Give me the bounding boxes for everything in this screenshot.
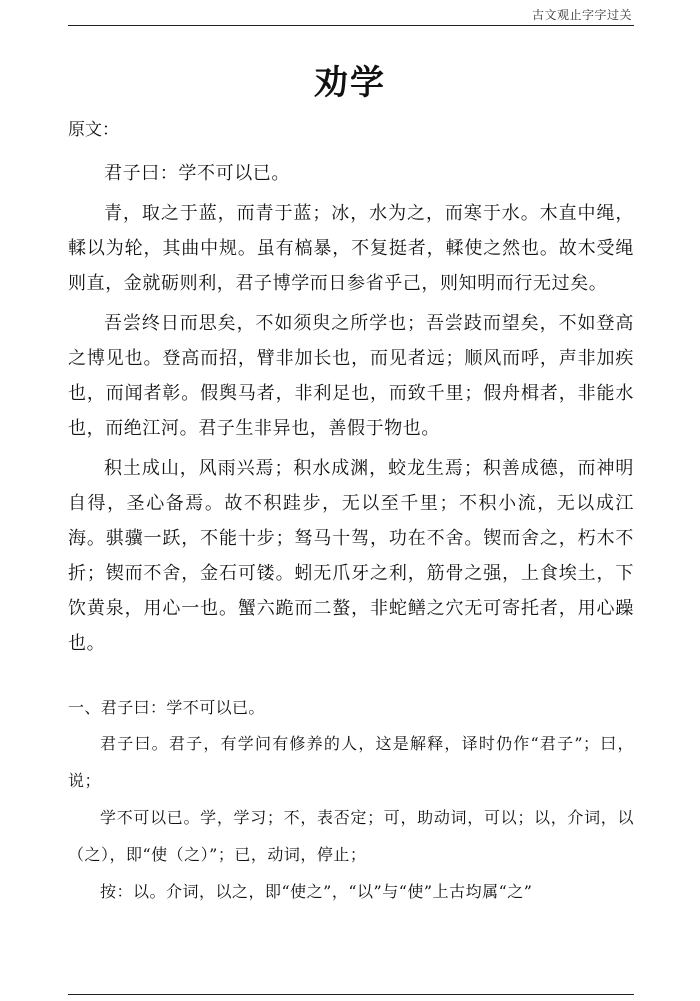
original-paragraph: 青，取之于蓝，而青于蓝；冰，水为之，而寒于水。木直中绳，輮以为轮，其曲中规。虽有槁暴，不复挺者，輮使之然也。故木受绳则直，金就砺则利，君子博学而日参省乎己，则知明而行无过矣。 [68, 203, 634, 294]
page-footer-rule [68, 994, 634, 995]
notes-section-title: 一、君子曰：学不可以已。 [68, 698, 265, 717]
original-paragraph: 积土成山，风雨兴焉；积水成渊，蛟龙生焉；积善成德，而神明自得，圣心备焉。故不积跬步，无以至千里；不积小流，无以成江海。骐骥一跃，不能十步；驽马十驾，功在不舍。锲而舍之，朽木不折；锲而不舍，金石可镂。蚓无爪牙之利，筋骨之强，上食埃土，下饮黄泉，用心一也。蟹六跪而二螯，非蛇鳝之穴无可寄托者，用心躁也。 [68, 458, 634, 654]
original-text-label: 原文： [68, 120, 119, 140]
original-paragraph: 吾尝终日而思矣，不如须臾之所学也；吾尝跂而望矣，不如登高之博见也。登高而招，臂非加长也，而见者远；顺风而呼，声非加疾也，而闻者彰。假舆马者，非利足也，而致千里；假舟楫者，非能水也，而绝江河。君子生非异也，善假于物也。 [68, 313, 634, 439]
document-body [68, 113, 634, 910]
note-paragraph: 按：以。介词，以之，即“使之”，“以”与“使”上古均属“之” [100, 882, 533, 901]
running-header-title: 古文观止字字过关 [531, 8, 632, 22]
note-paragraph: 学不可以已。学，学习；不，表否定；可，助动词，可以；以，介词，以（之），即“使（之）”；已，动词，停止； [68, 808, 634, 864]
original-paragraph: 君子曰：学不可以已。 [104, 163, 290, 184]
page-title: 劝学 [314, 63, 386, 103]
section-spacer [68, 661, 634, 691]
page-header [68, 0, 634, 26]
note-paragraph: 君子曰。君子，有学问有修养的人，这是解释，译时仍作“君子”；曰，说； [68, 734, 634, 790]
